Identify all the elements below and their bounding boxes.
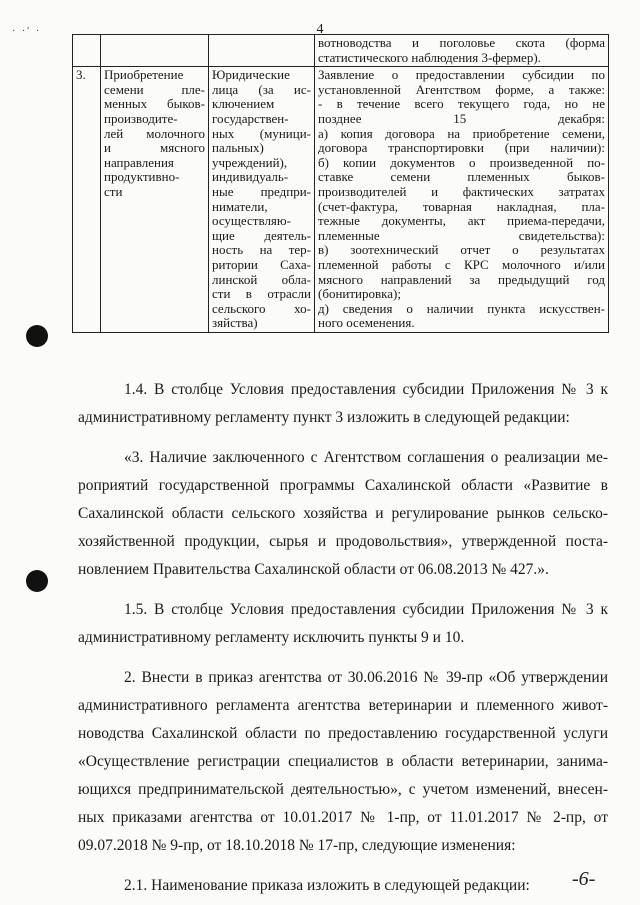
- paragraph: [78, 664, 608, 860]
- paragraph-line: 09.07.2018 № 9-пр, от 18.10.2018 № 17-пр, следующие изменения:: [78, 837, 516, 854]
- table-row-previous-tail: [73, 35, 609, 67]
- paragraph-line: «Осуществление регистрации специалистов в области ветеринарии, занима-: [78, 753, 608, 770]
- cell-line: ных (муници-: [212, 125, 311, 141]
- paragraph-line: административному регламенту пункт 3 изложить в следующей редакции:: [78, 409, 570, 426]
- paragraph-line: новлением Правительства Сахалинской области от 06.08.2013 № 427.».: [78, 561, 549, 578]
- document-body: [78, 376, 608, 900]
- cell-line: осуществляю-: [212, 213, 291, 229]
- table-cell: [209, 35, 315, 67]
- cell-line: - в течение всего текущего года, но не: [318, 96, 605, 112]
- paragraph-line: 2.1. Наименование приказа изложить в следующей редакции:: [124, 877, 530, 894]
- cell-line: щие деятель-: [212, 227, 311, 243]
- cell-line: (бонитировка);: [318, 286, 401, 302]
- recipients-cell: [209, 67, 315, 333]
- page-number: 4: [316, 22, 324, 37]
- cell-line: вотноводства и поголовье скота (форма: [318, 35, 605, 50]
- cell-line: сти: [104, 183, 123, 199]
- paragraph-line: административного регламента агентства ветеринарии и племенного живот-: [78, 697, 608, 714]
- cell-line: ритории Саха-: [212, 256, 311, 272]
- cell-line: направления: [104, 154, 174, 170]
- required-documents-cell: [315, 67, 609, 333]
- cell-line: государствен-: [212, 110, 289, 126]
- cell-line: лей молочного: [104, 125, 205, 141]
- subsidy-purpose-cell: [101, 67, 209, 333]
- cell-line: ключением: [212, 96, 275, 112]
- cell-line: и мясного: [104, 140, 205, 156]
- row-number: 3.: [76, 67, 86, 83]
- paragraph-line: 1.4. В столбце Условия предоставления субсидии Приложения № 3 к: [124, 381, 608, 398]
- paragraph-line: ющихся предпринимательской деятельностью», с учетом изменений, внесен-: [78, 781, 608, 798]
- cell-line: ниматели,: [212, 198, 268, 214]
- paragraph: [78, 444, 608, 584]
- cell-line: сельского хо-: [212, 300, 311, 316]
- cell-line: племенные свидетельства):: [318, 227, 605, 243]
- cell-line: ставке семени племенных быков-: [318, 169, 605, 185]
- cell-line: сти в отрасли: [212, 286, 311, 302]
- cell-line: менных быков-: [104, 96, 205, 112]
- cell-line: тежные документы, акт приема-передачи,: [318, 213, 605, 229]
- cell-line: Заявление о предоставлении субсидии по: [318, 67, 605, 83]
- paragraph: [78, 596, 608, 652]
- table-cell: [101, 35, 209, 67]
- cell-line: продуктивно-: [104, 169, 180, 185]
- paragraph-line: Сахалинской области сельского хозяйства и регулирование рынков сельско-: [78, 505, 608, 522]
- paragraph-line: ных приказами агентства от 10.01.2017 № 1-пр, от 11.01.2017 № 2-пр, от: [78, 809, 608, 826]
- cell-line: ные предпри-: [212, 183, 311, 199]
- cell-line: пальных): [212, 140, 264, 156]
- cell-line: племенной работы с КРС молочного и/или: [318, 256, 605, 272]
- binder-hole: [26, 570, 48, 592]
- scan-corner-marks: · ·′ ·: [12, 26, 42, 37]
- cell-line: линской обла-: [212, 271, 311, 287]
- paragraph-line: 2. Внести в приказ агентства от 30.06.2016 № 39-пр «Об утверждении: [124, 669, 608, 686]
- cell-line: ность на тер-: [212, 242, 311, 258]
- cell-line: д) сведения о наличии пункта искусствен-: [318, 300, 605, 316]
- cell-line: ного осеменения.: [318, 315, 415, 331]
- paragraph-line: административному регламенту исключить пункты 9 и 10.: [78, 629, 465, 646]
- cell-line: семени пле-: [104, 81, 205, 97]
- handwritten-page-mark: -6-: [572, 868, 596, 890]
- cell-line: договора транспортировки (при наличии):: [318, 140, 605, 156]
- cell-line: установленной Агентством форме, а также:: [318, 81, 605, 97]
- cell-line: лица (за ис-: [212, 81, 311, 97]
- table-cell-documents-tail: [315, 35, 609, 67]
- cell-line: производителей и фактических затратах: [318, 183, 605, 199]
- paragraph: [78, 872, 608, 900]
- cell-line: (счет-фактура, товарная накладная, пла-: [318, 198, 605, 214]
- cell-line: а) копия договора на приобретение семени,: [318, 125, 605, 141]
- paragraph-line: 1.5. В столбце Условия предоставления субсидии Приложения № 3 к: [124, 601, 608, 618]
- table-row-3: [73, 67, 609, 333]
- cell-line: индивидуаль-: [212, 169, 289, 185]
- paragraph: [78, 376, 608, 432]
- cell-line: б) копии документов о произведенной по-: [318, 154, 605, 170]
- subsidy-conditions-table: [72, 34, 609, 333]
- paragraph-line: «3. Наличие заключенного с Агентством соглашения о реализации ме-: [124, 449, 608, 466]
- cell-line: мясного направлений за предыдущий год: [318, 271, 605, 287]
- cell-line: статистического наблюдения 3-фермер).: [318, 49, 541, 65]
- paragraph-line: хозяйственной продукции, сырья и продовольствия», утвержденной поста-: [78, 533, 608, 550]
- cell-line: Юридические: [212, 67, 290, 83]
- paragraph-line: новодства Сахалинской области по предоставлению государственной услуги: [78, 725, 608, 742]
- table-cell: [73, 35, 101, 67]
- binder-hole: [26, 325, 48, 347]
- paragraph-line: роприятий государственной программы Сахалинской области «Развитие в: [78, 477, 608, 494]
- cell-line: учреждений),: [212, 154, 288, 170]
- cell-line: Приобретение: [104, 67, 184, 83]
- cell-line: позднее 15 декабря:: [318, 110, 605, 126]
- cell-line: зяйства): [212, 315, 258, 331]
- row-number-cell: [73, 67, 101, 333]
- cell-line: производите-: [104, 110, 178, 126]
- cell-line: в) зоотехнический отчет о результатах: [318, 242, 605, 258]
